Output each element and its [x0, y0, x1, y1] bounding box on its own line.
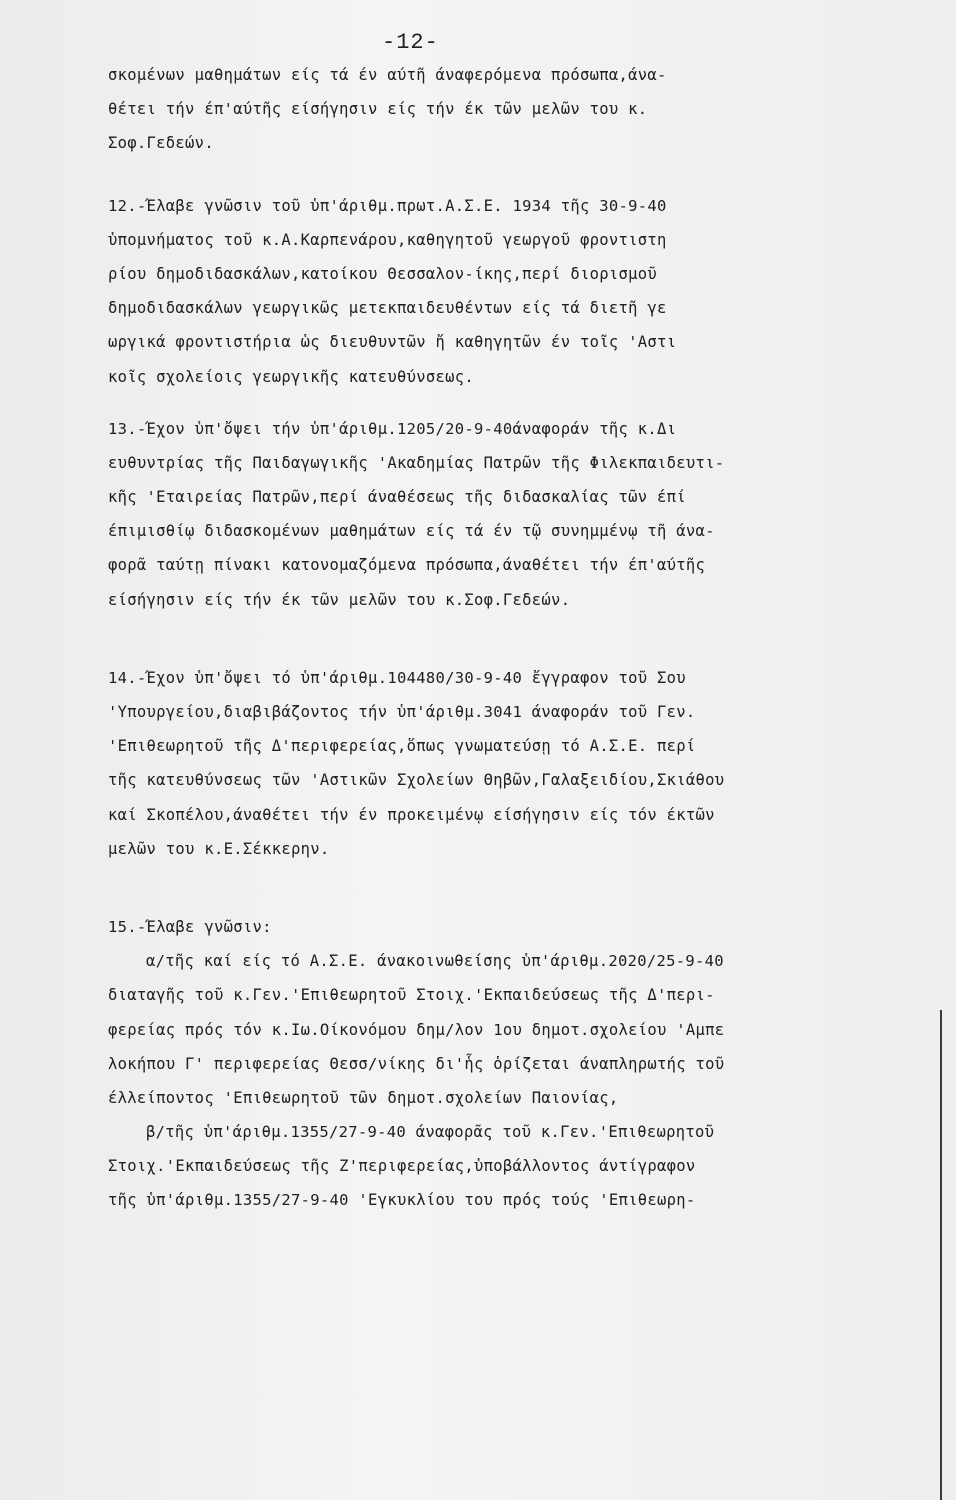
- text-line-item-15: 15.-Έλαβε γνῶσιν:: [108, 917, 272, 936]
- text-line-item-13: 13.-Έχον ὑπ'ὄψει τήν ὑπ'άριθμ.1205/20-9-40άναφοράν τῆς κ.Δι: [108, 419, 677, 438]
- text-line: ρίου δημοδιδασκάλων,κατοίκου Θεσσαλον-ίκης,περί διορισμοῦ: [108, 264, 658, 283]
- text-line: σκομένων μαθημάτων είς τά έν αύτῆ άναφερόμενα πρόσωπα,άνα-: [108, 66, 667, 84]
- text-line: τῆς κατευθύνσεως τῶν 'Αστικῶν Σχολείων Θηβῶν,Γαλαξειδίου,Σκιάθου: [108, 771, 725, 790]
- text-line: ὑπομνήματος τοῦ κ.Α.Καρπενάρου,καθηγητοῦ γεωργοῦ φροντιστη: [108, 230, 667, 249]
- text-line: είσήγησιν είς τήν έκ τῶν μελῶν του κ.Σοφ.Γεδεών.: [108, 590, 571, 609]
- text-line-sub-a: α/τῆς καί είς τό Α.Σ.Ε. άνακοινωθείσης ὑπ'άριθμ.2020/25-9-40: [146, 952, 724, 971]
- text-line: φερείας πρός τόν κ.Ιω.Οίκονόμου δημ/λον 1ου δημοτ.σχολείου 'Αμπε: [108, 1020, 725, 1039]
- text-line: κοῖς σχολείοις γεωργικῆς κατευθύνσεως.: [108, 367, 475, 386]
- text-line-item-14: 14.-Έχον ὑπ'ὄψει τό ὑπ'άριθμ.104480/30-9-40 ἔγγραφον τοῦ Σου: [108, 668, 686, 687]
- page-number: -12-: [382, 30, 439, 55]
- text-line: έλλείποντος 'Επιθεωρητοῦ τῶν δημοτ.σχολείων Παιονίας,: [108, 1088, 619, 1107]
- text-line: ευθυντρίας τῆς Παιδαγωγικῆς 'Ακαδημίας Πατρῶν τῆς Φιλεκπαιδευτι-: [108, 453, 725, 472]
- text-line-sub-b: β/τῆς ὑπ'άριθμ.1355/27-9-40 άναφορᾶς τοῦ κ.Γεν.'Επιθεωρητοῦ: [146, 1123, 715, 1142]
- text-line: τῆς ὑπ'άριθμ.1355/27-9-40 'Εγκυκλίου του πρός τούς 'Επιθεωρη-: [108, 1191, 696, 1210]
- text-line: έπιμισθίῳ διδασκομένων μαθημάτων είς τά έν τῷ συνημμένῳ τῆ άνα-: [108, 522, 715, 541]
- text-line: 'Υπουργείου,διαβιβάζοντος τήν ὑπ'άριθμ.3041 άναφοράν τοῦ Γεν.: [108, 703, 696, 721]
- document-body: [108, 58, 938, 1218]
- text-line: μελῶν του κ.Ε.Σέκκερην.: [108, 839, 330, 858]
- text-line: φορᾶ ταύτῃ πίνακι κατονομαζόμενα πρόσωπα,άναθέτει τήν έπ'αύτῆς: [108, 556, 706, 575]
- text-line: ωργικά φροντιστήρια ὡς διευθυντῶν ἤ καθηγητῶν έν τοῖς 'Αστι: [108, 333, 677, 352]
- text-line: κῆς 'Εταιρείας Πατρῶν,περί άναθέσεως τῆς διδασκαλίας τῶν έπί: [108, 488, 686, 507]
- text-line: Στοιχ.'Εκπαιδεύσεως τῆς Ζ'περιφερείας,ὑποβάλλοντος άντίγραφον: [108, 1157, 696, 1176]
- text-line: καί Σκοπέλου,άναθέτει τήν έν προκειμένῳ είσήγησιν είς τόν έκτῶν: [108, 805, 715, 824]
- text-line: δημοδιδασκάλων γεωργικῶς μετεκπαιδευθέντων είς τά διετῆ γε: [108, 299, 667, 318]
- text-line: 'Επιθεωρητοῦ τῆς Δ'περιφερείας,ὅπως γνωματεύσῃ τό Α.Σ.Ε. περί: [108, 737, 696, 756]
- text-line: θέτει τήν έπ'αύτῆς είσήγησιν είς τήν έκ τῶν μελῶν του κ.: [108, 100, 648, 119]
- text-line: λοκήπου Γ' περιφερείας Θεσσ/νίκης δι'ἧς ὁρίζεται άναπληρωτής τοῦ: [108, 1054, 725, 1073]
- page-edge-line: [940, 1010, 942, 1500]
- text-line: Σοφ.Γεδεών.: [108, 134, 214, 153]
- text-line-item-12: 12.-Έλαβε γνῶσιν τοῦ ὑπ'άριθμ.πρωτ.Α.Σ.Ε. 1934 τῆς 30-9-40: [108, 196, 667, 215]
- text-line: διαταγῆς τοῦ κ.Γεν.'Επιθεωρητοῦ Στοιχ.'Εκπαιδεύσεως τῆς Δ'περι-: [108, 986, 715, 1005]
